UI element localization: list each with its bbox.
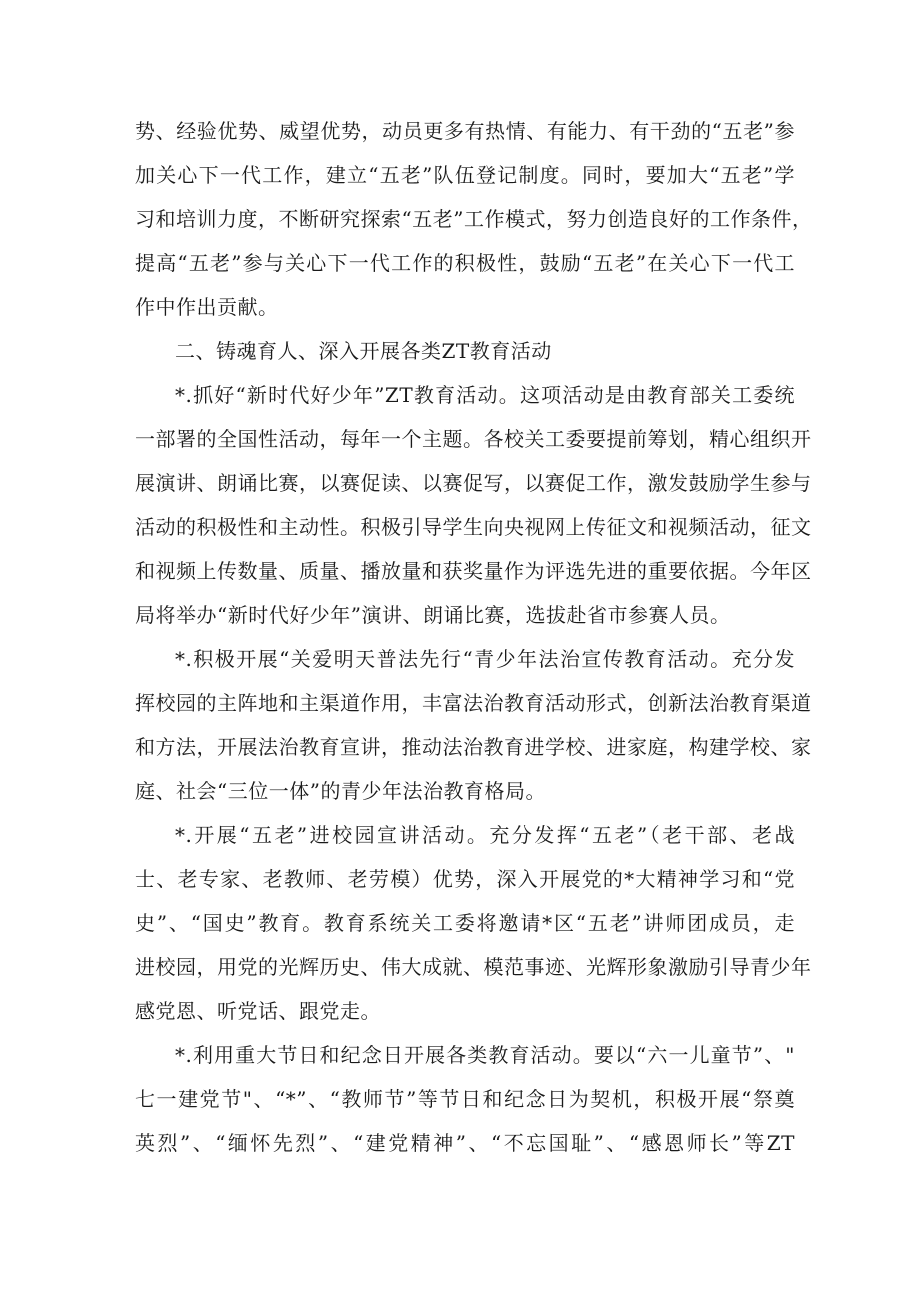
paragraph-first-line: *.开展“五老”进校园宣讲活动。充分发挥“五老”（老干部、老战	[175, 823, 795, 847]
text-line: 习和培训力度，不断研究探索“五老”工作模式，努力创造良好的工作条件，	[135, 207, 813, 231]
paragraph-first-line: *.抓好“新时代好少年”ZT教育活动。这项活动是由教育部关工委统	[175, 383, 795, 407]
text-line: 提高“五老”参与关心下一代工作的积极性，鼓励“五老”在关心下一代工	[135, 251, 795, 275]
text-line: 展演讲、朗诵比赛，以赛促读、以赛促写，以赛促工作，激发鼓励学生参与	[135, 471, 812, 495]
text-line: 和视频上传数量、质量、播放量和获奖量作为评选先进的重要依据。今年区	[135, 559, 812, 583]
text-line: 感党恩、听党话、跟党走。	[135, 999, 381, 1023]
paragraph-first-line: *.积极开展“关爱明天普法先行“青少年法治宣传教育活动。充分发	[175, 647, 795, 671]
text-line: 活动的积极性和主动性。积极引导学生向央视网上传征文和视频活动，征文	[135, 515, 812, 539]
text-line: 史”、“国史”教育。教育系统关工委将邀请*区“五老”讲师团成员，走	[135, 911, 795, 935]
text-line: 进校园，用党的光辉历史、伟大成就、模范事迹、光辉形象激励引导青少年	[135, 955, 812, 979]
text-line: 士、老专家、老教师、老劳模）优势，深入开展党的*大精神学习和“党	[135, 867, 795, 891]
text-line: 七一建党节"、“*”、“教师节”等节日和纪念日为契机，积极开展“祭奠	[135, 1087, 795, 1111]
text-line: 势、经验优势、威望优势，动员更多有热情、有能力、有干劲的“五老”参	[135, 119, 795, 143]
paragraph-first-line: *.利用重大节日和纪念日开展各类教育活动。要以“六一儿童节”、"	[175, 1043, 795, 1067]
text-line: 挥校园的主阵地和主渠道作用，丰富法治教育活动形式，创新法治教育渠道	[135, 691, 812, 715]
text-line: 局将举办“新时代好少年”演讲、朗诵比赛，选拔赴省市参赛人员。	[135, 603, 731, 627]
text-line: 英烈”、“缅怀先烈”、“建党精神”、“不忘国耻”、“感恩师长”等ZT	[135, 1131, 795, 1155]
text-line: 一部署的全国性活动，每年一个主题。各校关工委要提前筹划，精心组织开	[135, 427, 812, 451]
text-line: 加关心下一代工作，建立“五老”队伍登记制度。同时，要加大“五老”学	[135, 163, 795, 187]
text-line: 庭、社会“三位一体”的青少年法治教育格局。	[135, 779, 546, 803]
text-line: 和方法，开展法治教育宣讲，推动法治教育进学校、进家庭，构建学校、家	[135, 735, 812, 759]
section-heading: 二、铸魂育人、深入开展各类ZT教育活动	[175, 339, 552, 363]
text-line: 作中作出贡献。	[135, 295, 279, 319]
